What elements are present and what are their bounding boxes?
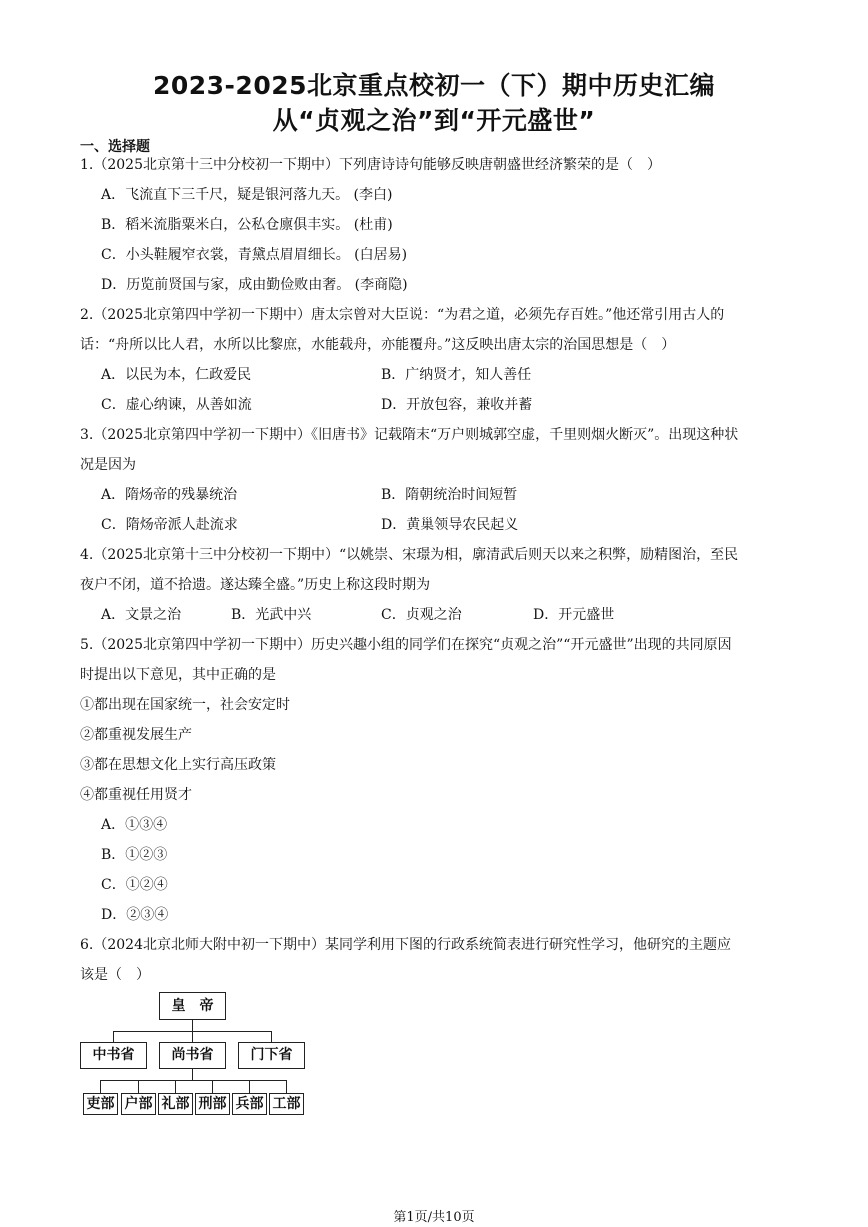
org-box-menxia: 门下省 bbox=[238, 1042, 305, 1069]
q5-item-1: ①都出现在国家统一，社会安定时 bbox=[80, 697, 290, 713]
q4-stem-line-2: 夜户不闭，道不拾遗。遂达臻全盛。”历史上称这段时期为 bbox=[80, 577, 431, 593]
q1-stem: 1.（2025北京第十三中分校初一下期中）下列唐诗诗句能够反映唐朝盛世经济繁荣的是（ ） bbox=[80, 157, 661, 173]
q3-option-a: A．隋炀帝的残暴统治 bbox=[101, 487, 238, 503]
q5-item-2: ②都重视发展生产 bbox=[80, 727, 192, 743]
q3-option-b: B．隋朝统治时间短暂 bbox=[381, 487, 518, 503]
q2-option-b: B．广纳贤才，知人善任 bbox=[381, 367, 532, 383]
org-connector bbox=[212, 1080, 213, 1093]
org-connector bbox=[192, 1020, 193, 1031]
org-connector bbox=[286, 1080, 287, 1093]
q2-stem-line-1: 2.（2025北京第四中学初一下期中）唐太宗曾对大臣说：“为君之道，必须先存百姓。”他还常引用古人的 bbox=[80, 307, 725, 323]
org-connector bbox=[192, 1031, 193, 1042]
q1-option-d: D．历览前贤国与家，成由勤俭败由奢。 (李商隐) bbox=[101, 277, 408, 293]
q1-option-b: B．稻米流脂粟米白，公私仓廪俱丰实。 (杜甫) bbox=[101, 217, 393, 233]
q3-option-c: C．隋炀帝派人赴流求 bbox=[101, 517, 238, 533]
org-box-libu-personnel: 吏部 bbox=[83, 1093, 118, 1115]
q5-option-c: C．①②④ bbox=[101, 877, 168, 893]
q1-option-a: A．飞流直下三千尺，疑是银河落九天。 (李白) bbox=[101, 187, 393, 203]
org-connector bbox=[138, 1080, 139, 1093]
q2-option-a: A．以民为本，仁政爱民 bbox=[101, 367, 252, 383]
org-box-libu-rites: 礼部 bbox=[158, 1093, 193, 1115]
org-box-shangshu: 尚书省 bbox=[159, 1042, 226, 1069]
org-connector bbox=[192, 1069, 193, 1080]
org-box-zhongshu: 中书省 bbox=[80, 1042, 147, 1069]
q2-option-d: D．开放包容，兼收并蓄 bbox=[381, 397, 533, 413]
q6-stem-line-1: 6.（2024北京北师大附中初一下期中）某同学利用下图的行政系统简表进行研究性学习，他研究的主题应 bbox=[80, 937, 731, 953]
q6-stem-line-2: 该是（ ） bbox=[80, 967, 150, 983]
title-line-2: 从“贞观之治”到“开元盛世” bbox=[272, 106, 596, 135]
q4-option-d: D．开元盛世 bbox=[533, 607, 615, 623]
q4-option-a: A．文景之治 bbox=[101, 607, 182, 623]
title-line-1: 2023-2025北京重点校初一（下）期中历史汇编 bbox=[152, 71, 716, 100]
q5-stem-line-1: 5.（2025北京第四中学初一下期中）历史兴趣小组的同学们在探究“贞观之治”“开元盛世”出现的共同原因 bbox=[80, 637, 732, 653]
section-heading: 一、选择题 bbox=[80, 139, 150, 155]
q5-item-4: ④都重视任用贤才 bbox=[80, 787, 192, 803]
q4-option-b: B．光武中兴 bbox=[231, 607, 312, 623]
org-box-bingbu: 兵部 bbox=[232, 1093, 267, 1115]
org-connector bbox=[249, 1080, 250, 1093]
q4-stem-line-1: 4.（2025北京第十三中分校初一下期中）“以姚崇、宋璟为相，廓清武后则天以来之积弊，励精图治，至民 bbox=[80, 547, 739, 563]
org-box-hubu: 户部 bbox=[121, 1093, 156, 1115]
q3-stem-line-1: 3.（2025北京第四中学初一下期中）《旧唐书》记载隋末“万户则城郭空虚，千里则烟火断灭”。出现这种状 bbox=[80, 427, 739, 443]
org-box-xingbu: 刑部 bbox=[195, 1093, 230, 1115]
q5-option-b: B．①②③ bbox=[101, 847, 168, 863]
org-connector bbox=[113, 1031, 114, 1042]
q2-stem-line-2: 话：“舟所以比人君，水所以比黎庶，水能载舟，亦能覆舟。”这反映出唐太宗的治国思想是（ ） bbox=[80, 337, 676, 353]
q5-option-d: D．②③④ bbox=[101, 907, 169, 923]
org-connector bbox=[100, 1080, 286, 1081]
org-connector bbox=[271, 1031, 272, 1042]
q5-item-3: ③都在思想文化上实行高压政策 bbox=[80, 757, 276, 773]
q5-stem-line-2: 时提出以下意见，其中正确的是 bbox=[80, 667, 276, 683]
org-connector bbox=[100, 1080, 101, 1093]
org-connector bbox=[175, 1080, 176, 1093]
q2-option-c: C．虚心纳谏，从善如流 bbox=[101, 397, 252, 413]
q3-stem-line-2: 况是因为 bbox=[80, 457, 136, 473]
q1-option-c: C．小头鞋履窄衣裳，青黛点眉眉细长。 (白居易) bbox=[101, 247, 408, 263]
q4-option-c: C．贞观之治 bbox=[381, 607, 462, 623]
org-box-emperor: 皇 帝 bbox=[159, 992, 226, 1020]
org-box-gongbu: 工部 bbox=[269, 1093, 304, 1115]
q5-option-a: A．①③④ bbox=[101, 817, 168, 833]
q3-option-d: D．黄巢领导农民起义 bbox=[381, 517, 519, 533]
page-footer: 第1页/共10页 bbox=[393, 1210, 475, 1225]
